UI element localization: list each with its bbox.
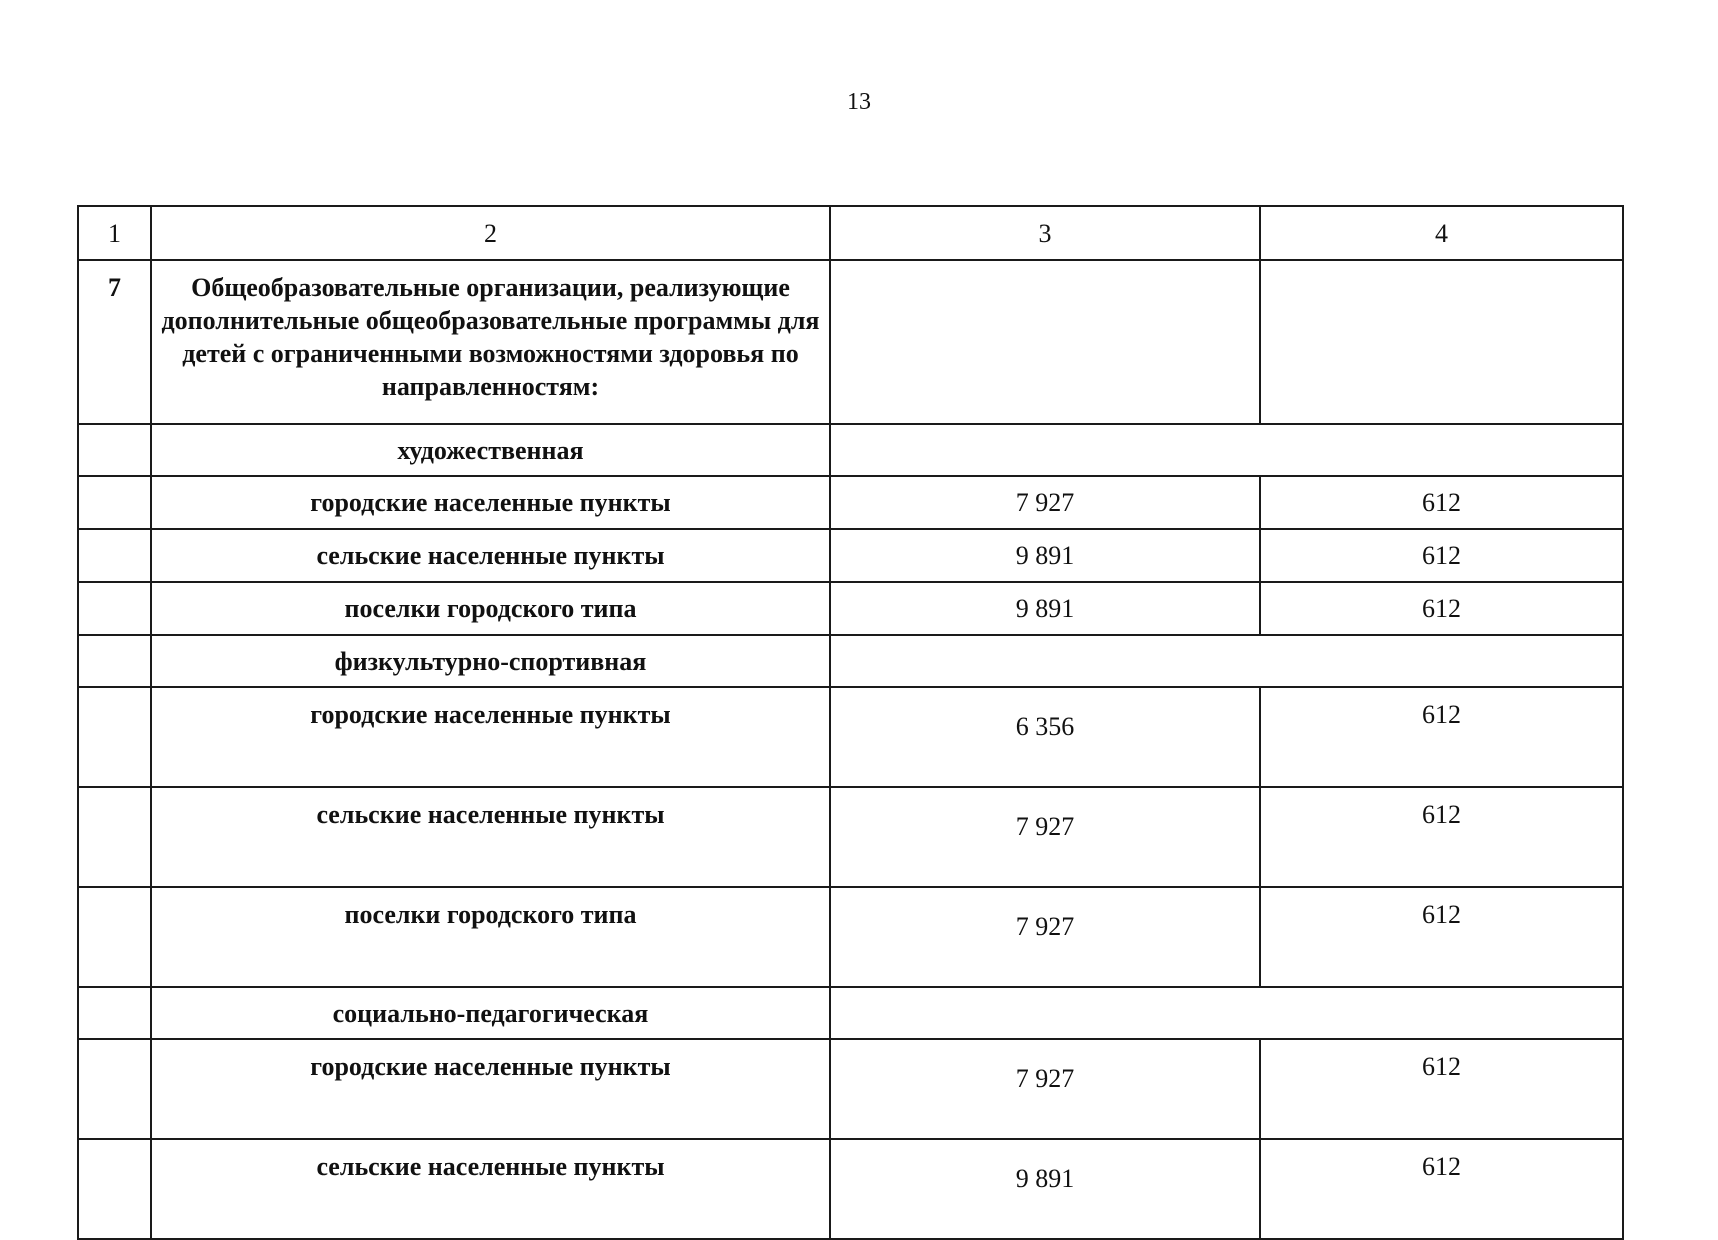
- table-header-row: [78, 206, 1623, 260]
- value-col4: 612: [1260, 887, 1623, 987]
- table-row: [78, 529, 1623, 582]
- empty-cell: [78, 1139, 151, 1239]
- value-col4: 612: [1260, 1039, 1623, 1139]
- empty-cell: [830, 987, 1623, 1039]
- empty-cell: [830, 635, 1623, 687]
- row-label: сельские населенные пункты: [151, 1139, 830, 1239]
- empty-cell: [830, 260, 1260, 424]
- empty-cell: [78, 582, 151, 635]
- value-col4: 612: [1260, 1139, 1623, 1239]
- empty-cell: [1260, 260, 1623, 424]
- value-col4: 612: [1260, 476, 1623, 529]
- row-label: городские населенные пункты: [151, 1039, 830, 1139]
- value-col3: 9 891: [830, 529, 1260, 582]
- empty-cell: [78, 787, 151, 887]
- empty-cell: [78, 635, 151, 687]
- row-label: поселки городского типа: [151, 887, 830, 987]
- empty-cell: [78, 424, 151, 476]
- table-row: [78, 787, 1623, 887]
- value-col4: 612: [1260, 787, 1623, 887]
- column-number-4: 4: [1260, 206, 1623, 260]
- row-number: 7: [78, 260, 151, 424]
- row-label: поселки городского типа: [151, 582, 830, 635]
- empty-cell: [78, 987, 151, 1039]
- row-title: Общеобразовательные организации, реализующие дополнительные общеобразовательные программы для детей с ограниченными возможностями здоровья по направленностям:: [151, 260, 830, 424]
- table-row: [78, 1039, 1623, 1139]
- empty-cell: [78, 476, 151, 529]
- value-col3: 9 891: [830, 582, 1260, 635]
- table-row: [78, 1139, 1623, 1239]
- value-col3: 7 927: [830, 787, 1260, 887]
- value-col4: 612: [1260, 687, 1623, 787]
- table-row: [78, 476, 1623, 529]
- table-row: [78, 887, 1623, 987]
- section-row: [78, 987, 1623, 1039]
- column-number-1: 1: [78, 206, 151, 260]
- value-col3: 6 356: [830, 687, 1260, 787]
- row-label: городские населенные пункты: [151, 687, 830, 787]
- data-table: [77, 205, 1624, 1240]
- empty-cell: [78, 687, 151, 787]
- value-col4: 612: [1260, 582, 1623, 635]
- value-col3: 7 927: [830, 887, 1260, 987]
- table-row: [78, 687, 1623, 787]
- empty-cell: [78, 529, 151, 582]
- section-row: [78, 424, 1623, 476]
- value-col4: 612: [1260, 529, 1623, 582]
- empty-cell: [830, 424, 1623, 476]
- value-col3: 7 927: [830, 476, 1260, 529]
- section-title: художественная: [151, 424, 830, 476]
- section-title: социально-педагогическая: [151, 987, 830, 1039]
- section-row: [78, 635, 1623, 687]
- empty-cell: [78, 887, 151, 987]
- value-col3: 7 927: [830, 1039, 1260, 1139]
- column-number-3: 3: [830, 206, 1260, 260]
- row-label: сельские населенные пункты: [151, 529, 830, 582]
- table-row: [78, 582, 1623, 635]
- page-number: 13: [847, 89, 871, 115]
- column-number-2: 2: [151, 206, 830, 260]
- value-col3: 9 891: [830, 1139, 1260, 1239]
- empty-cell: [78, 1039, 151, 1139]
- section-title: физкультурно-спортивная: [151, 635, 830, 687]
- row-label: городские населенные пункты: [151, 476, 830, 529]
- table-title-row: [78, 260, 1623, 424]
- row-label: сельские населенные пункты: [151, 787, 830, 887]
